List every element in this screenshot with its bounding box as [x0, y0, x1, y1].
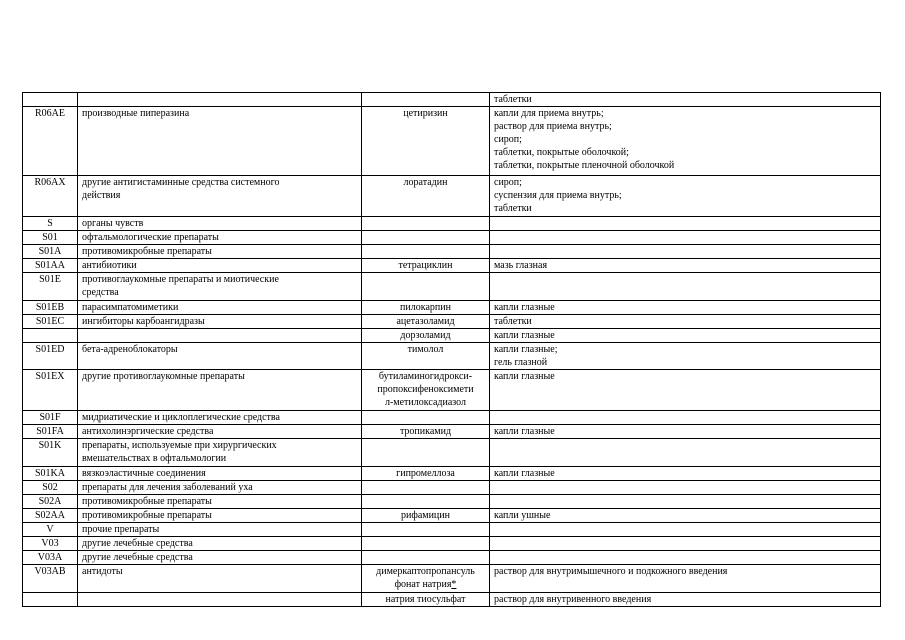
group-name-text: антидоты: [82, 566, 123, 577]
table-row: [23, 315, 881, 329]
dosage-form-text: капли глазные: [494, 468, 555, 479]
group-name-cell: [78, 231, 362, 245]
drug-name-cell: [362, 93, 490, 107]
drug-name-cell: [362, 439, 490, 467]
atc-code-text: S01: [42, 232, 58, 243]
dosage-form-cell: [490, 551, 881, 565]
dosage-form-cell: [490, 537, 881, 551]
drug-name-cell: [362, 315, 490, 329]
drug-name-cell: [362, 273, 490, 301]
group-name-cell: [78, 481, 362, 495]
drug-name-text: тимолол: [407, 344, 444, 355]
dosage-form-cell: [490, 259, 881, 273]
group-name-cell: [78, 467, 362, 481]
table-row: [23, 273, 881, 301]
group-name-cell: [78, 509, 362, 523]
dosage-form-cell: [490, 93, 881, 107]
drug-name-text: димеркаптопропансуль фонат натрия: [376, 566, 475, 590]
dosage-form-text: раствор для внутримышечного и подкожного введения: [494, 566, 728, 577]
table-row: [23, 370, 881, 411]
group-name-cell: [78, 370, 362, 411]
drug-name-cell: [362, 523, 490, 537]
dosage-form-cell: [490, 245, 881, 259]
atc-code-cell: [23, 370, 78, 411]
atc-code-cell: [23, 537, 78, 551]
group-name-text: органы чувств: [82, 218, 144, 229]
table-row: [23, 93, 881, 107]
group-name-text: бета-адреноблокаторы: [82, 344, 178, 355]
drug-name-cell: [362, 509, 490, 523]
atc-code-cell: [23, 93, 78, 107]
table-row: [23, 411, 881, 425]
atc-code-text: V: [46, 524, 54, 535]
atc-code-text: S02AA: [34, 510, 65, 521]
group-name-text: другие лечебные средства: [82, 538, 193, 549]
group-name-cell: [78, 439, 362, 467]
drug-name-cell: [362, 176, 490, 217]
atc-code-text: S02: [42, 482, 58, 493]
drug-classification-table: [22, 92, 881, 607]
atc-code-cell: [23, 565, 78, 593]
drug-name-text: пилокарпин: [400, 302, 451, 313]
group-name-cell: [78, 523, 362, 537]
table-row: [23, 329, 881, 343]
atc-code-cell: [23, 315, 78, 329]
drug-name-text: лоратадин: [403, 177, 448, 188]
group-name-cell: [78, 315, 362, 329]
group-name-cell: [78, 93, 362, 107]
drug-name-text: тропикамид: [399, 426, 452, 437]
dosage-form-cell: [490, 565, 881, 593]
atc-code-text: S01KA: [34, 468, 65, 479]
group-name-cell: [78, 495, 362, 509]
group-name-text: препараты, используемые при хирургических вмешательствах в офтальмологии: [82, 440, 277, 464]
atc-code-text: S01K: [38, 440, 62, 451]
drug-name-cell: [362, 467, 490, 481]
dosage-form-cell: [490, 425, 881, 439]
table-row: [23, 176, 881, 217]
drug-name-cell: [362, 301, 490, 315]
dosage-form-cell: [490, 523, 881, 537]
drug-name-cell: [362, 425, 490, 439]
dosage-form-text: капли глазные: [494, 371, 555, 382]
dosage-form-cell: [490, 315, 881, 329]
table-row: [23, 245, 881, 259]
dosage-form-cell: [490, 343, 881, 370]
atc-code-text: S01FA: [36, 426, 64, 437]
group-name-cell: [78, 301, 362, 315]
dosage-form-cell: [490, 439, 881, 467]
group-name-text: противоглаукомные препараты и миотические средства: [82, 274, 279, 298]
dosage-form-cell: [490, 495, 881, 509]
group-name-cell: [78, 245, 362, 259]
drug-name-text: цетиризин: [403, 108, 448, 119]
atc-code-cell: [23, 523, 78, 537]
atc-code-cell: [23, 259, 78, 273]
drug-name-cell: [362, 343, 490, 370]
atc-code-text: S01EB: [35, 302, 65, 313]
table-row: [23, 217, 881, 231]
drug-name-text: рифамицин: [400, 510, 450, 521]
atc-code-text: S02A: [38, 496, 62, 507]
atc-code-cell: [23, 176, 78, 217]
table-row: [23, 523, 881, 537]
drug-name-cell: [362, 245, 490, 259]
drug-name-cell: [362, 495, 490, 509]
dosage-form-text: раствор для внутривенного введения: [494, 594, 652, 605]
drug-name-cell: [362, 231, 490, 245]
drug-name-cell: [362, 411, 490, 425]
group-name-text: производные пиперазина: [82, 108, 190, 119]
dosage-form-cell: [490, 176, 881, 217]
group-name-cell: [78, 565, 362, 593]
atc-code-text: S01ED: [35, 344, 65, 355]
atc-code-text: R06AE: [35, 108, 65, 119]
group-name-cell: [78, 259, 362, 273]
atc-code-text: R06AX: [34, 177, 66, 188]
atc-code-cell: [23, 425, 78, 439]
table-row: [23, 593, 881, 607]
dosage-form-cell: [490, 273, 881, 301]
atc-code-cell: [23, 329, 78, 343]
group-name-text: антихолинэргические средства: [82, 426, 214, 437]
table-row: [23, 301, 881, 315]
atc-code-text: S01AA: [34, 260, 65, 271]
atc-code-cell: [23, 495, 78, 509]
group-name-text: противомикробные препараты: [82, 510, 212, 521]
table-row: [23, 425, 881, 439]
group-name-cell: [78, 425, 362, 439]
drug-name-text: дорзоламид: [400, 330, 451, 341]
drug-name-text: бутиламиногидрокси- пропоксифеноксимети л-метилоксадиазол: [377, 371, 474, 408]
group-name-text: парасимпатомиметики: [82, 302, 179, 313]
group-name-cell: [78, 537, 362, 551]
footnote-mark: *: [451, 579, 457, 590]
drug-name-text: гипромеллоза: [396, 468, 455, 479]
table-row: [23, 481, 881, 495]
table-row: [23, 509, 881, 523]
atc-code-text: V03: [41, 538, 59, 549]
atc-code-text: S01A: [38, 246, 62, 257]
drug-name-cell: [362, 259, 490, 273]
atc-code-cell: [23, 593, 78, 607]
drug-name-cell: [362, 551, 490, 565]
group-name-cell: [78, 343, 362, 370]
group-name-text: вязкоэластичные соединения: [82, 468, 206, 479]
atc-code-cell: [23, 107, 78, 176]
atc-code-cell: [23, 509, 78, 523]
atc-code-text: S01E: [39, 274, 61, 285]
table-row: [23, 259, 881, 273]
table-row: [23, 439, 881, 467]
table-row: [23, 565, 881, 593]
table-row: [23, 495, 881, 509]
drug-name-text: тетрациклин: [398, 260, 453, 271]
group-name-text: мидриатические и циклоплегические средства: [82, 412, 280, 423]
group-name-cell: [78, 329, 362, 343]
dosage-form-cell: [490, 370, 881, 411]
dosage-form-text: капли ушные: [494, 510, 551, 521]
group-name-text: офтальмологические препараты: [82, 232, 219, 243]
atc-code-text: V03A: [37, 552, 63, 563]
dosage-form-cell: [490, 593, 881, 607]
drug-name-cell: [362, 329, 490, 343]
dosage-form-cell: [490, 329, 881, 343]
dosage-form-cell: [490, 107, 881, 176]
dosage-form-cell: [490, 481, 881, 495]
drug-name-cell: [362, 565, 490, 593]
dosage-form-cell: [490, 217, 881, 231]
atc-code-cell: [23, 343, 78, 370]
group-name-cell: [78, 593, 362, 607]
group-name-text: противомикробные препараты: [82, 496, 212, 507]
atc-code-text: S01F: [39, 412, 61, 423]
atc-code-text: S: [47, 218, 53, 229]
drug-name-cell: [362, 107, 490, 176]
drug-name-cell: [362, 593, 490, 607]
atc-code-cell: [23, 231, 78, 245]
group-name-text: ингибиторы карбоангидразы: [82, 316, 205, 327]
atc-code-text: S01EC: [35, 316, 65, 327]
drug-name-cell: [362, 481, 490, 495]
dosage-form-cell: [490, 231, 881, 245]
group-name-text: другие антигистаминные средства системного действия: [82, 177, 280, 201]
group-name-cell: [78, 551, 362, 565]
atc-code-cell: [23, 245, 78, 259]
drug-name-text: натрия тиосульфат: [385, 594, 466, 605]
table-row: [23, 231, 881, 245]
dosage-form-text: сироп; суспензия для приема внутрь; таблетки: [494, 177, 622, 214]
dosage-form-cell: [490, 301, 881, 315]
dosage-form-cell: [490, 467, 881, 481]
dosage-form-text: капли глазные; гель глазной: [494, 344, 558, 368]
table-row: [23, 537, 881, 551]
drug-name-text: ацетазоламид: [396, 316, 455, 327]
table-row: [23, 467, 881, 481]
group-name-text: другие лечебные средства: [82, 552, 193, 563]
group-name-text: другие противоглаукомные препараты: [82, 371, 245, 382]
atc-code-cell: [23, 481, 78, 495]
group-name-cell: [78, 176, 362, 217]
dosage-form-text: таблетки: [494, 316, 532, 327]
group-name-cell: [78, 107, 362, 176]
dosage-form-text: капли глазные: [494, 330, 555, 341]
dosage-form-text: капли глазные: [494, 426, 555, 437]
group-name-text: препараты для лечения заболеваний уха: [82, 482, 253, 493]
dosage-form-text: таблетки: [494, 94, 532, 105]
dosage-form-cell: [490, 509, 881, 523]
atc-code-cell: [23, 273, 78, 301]
dosage-form-cell: [490, 411, 881, 425]
dosage-form-text: капли глазные: [494, 302, 555, 313]
group-name-cell: [78, 273, 362, 301]
drug-name-cell: [362, 537, 490, 551]
group-name-cell: [78, 217, 362, 231]
group-name-text: антибиотики: [82, 260, 137, 271]
table-row: [23, 107, 881, 176]
atc-code-text: V03AB: [34, 566, 66, 577]
atc-code-cell: [23, 217, 78, 231]
dosage-form-text: капли для приема внутрь; раствор для приема внутрь; сироп; таблетки, покрытые оболочкой; таблетки, покрытые пленочной оболочкой: [494, 108, 675, 171]
atc-code-cell: [23, 301, 78, 315]
atc-code-cell: [23, 467, 78, 481]
atc-code-cell: [23, 439, 78, 467]
group-name-text: прочие препараты: [82, 524, 160, 535]
group-name-text: противомикробные препараты: [82, 246, 212, 257]
drug-name-cell: [362, 370, 490, 411]
table-row: [23, 343, 881, 370]
group-name-cell: [78, 411, 362, 425]
atc-code-text: S01EX: [35, 371, 65, 382]
atc-code-cell: [23, 551, 78, 565]
drug-name-cell: [362, 217, 490, 231]
table-row: [23, 551, 881, 565]
atc-code-cell: [23, 411, 78, 425]
dosage-form-text: мазь глазная: [494, 260, 548, 271]
